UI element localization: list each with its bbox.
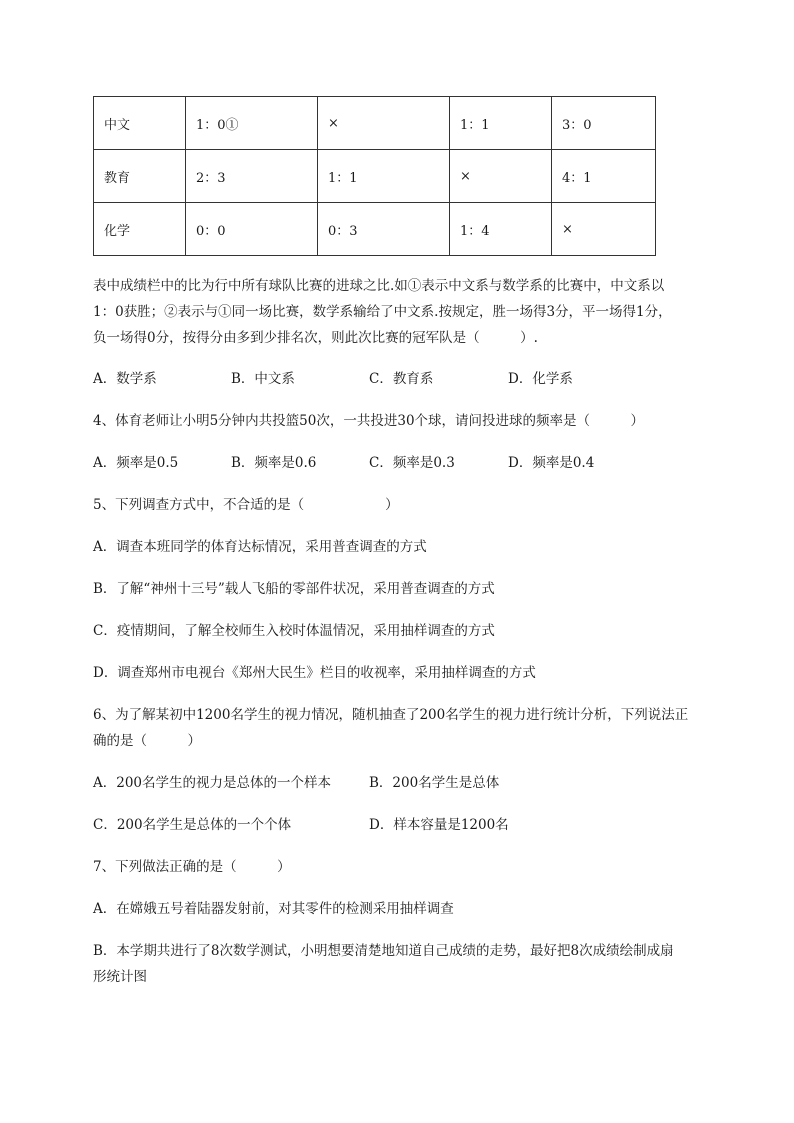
table-cell: 0：0: [186, 203, 318, 256]
table-cell: 1：0①: [186, 97, 318, 150]
table-cell: ×: [450, 150, 552, 203]
table-cell: 1：1: [318, 150, 450, 203]
question-4-option-c: C．频率是0.3: [369, 455, 455, 471]
table-cell: 化学: [94, 203, 186, 256]
table-cell: 1：1: [450, 97, 552, 150]
question-5-option-c: C．疫情期间，了解全校师生入校时体温情况，采用抽样调查的方式: [93, 623, 495, 639]
question-3-text: 表中成绩栏中的比为行中所有球队比赛的进球之比.如①表示中文系与数学系的比赛中，中文系以: [93, 278, 665, 294]
question-3-option-b: B．中文系: [231, 371, 295, 387]
question-3-option-a: A．数学系: [93, 371, 157, 387]
question-3-text: 负一场得0分，按得分由多到少排名次，则此次比赛的冠军队是（ ）.: [93, 330, 538, 346]
question-6-option-a: A．200名学生的视力是总体的一个样本: [93, 775, 332, 791]
question-5-stem: 5、下列调查方式中，不合适的是（ ）: [93, 497, 399, 513]
question-3-option-c: C．教育系: [369, 371, 434, 387]
table-cell: 中文: [94, 97, 186, 150]
table-cell: 2：3: [186, 150, 318, 203]
score-table: [93, 96, 656, 256]
question-7-option-a: A．在嫦娥五号着陆器发射前，对其零件的检测采用抽样调查: [93, 901, 454, 917]
question-3-option-d: D．化学系: [508, 371, 573, 387]
table-row: [94, 203, 656, 256]
question-4-option-a: A．频率是0.5: [93, 455, 179, 471]
question-6-option-c: C．200名学生是总体的一个个体: [93, 817, 292, 833]
question-7-option-b: B．本学期共进行了8次数学测试，小明想要清楚地知道自己成绩的走势，最好把8次成绩绘制成扇: [93, 943, 674, 959]
question-4-option-b: B．频率是0.6: [231, 455, 317, 471]
table-cell: 3：0: [552, 97, 656, 150]
table-row: [94, 97, 656, 150]
question-5-option-b: B．了解“神州十三号”载人飞船的零部件状况，采用普查调查的方式: [93, 581, 495, 597]
table-cell: 1：4: [450, 203, 552, 256]
question-6-option-b: B．200名学生是总体: [369, 775, 500, 791]
question-7-option-b: 形统计图: [93, 969, 147, 985]
table-row: [94, 150, 656, 203]
question-6-stem: 确的是（ ）: [93, 733, 201, 749]
question-5-option-d: D．调查郑州市电视台《郑州大民生》栏目的收视率，采用抽样调查的方式: [93, 665, 536, 681]
table-cell: 教育: [94, 150, 186, 203]
question-7-stem: 7、下列做法正确的是（ ）: [93, 859, 291, 875]
question-3-text: 1：0获胜；②表示与①同一场比赛，数学系输给了中文系.按规定，胜一场得3分，平一场得1分，: [93, 304, 672, 320]
table-cell: ×: [552, 203, 656, 256]
question-6-stem: 6、为了解某初中1200名学生的视力情况，随机抽查了200名学生的视力进行统计分析，下列说法正: [93, 707, 689, 723]
question-4-stem: 4、体育老师让小明5分钟内共投篮50次，一共投进30个球，请问投进球的频率是（ ）: [93, 413, 645, 429]
question-6-option-d: D．样本容量是1200名: [369, 817, 509, 833]
table-cell: ×: [318, 97, 450, 150]
question-4-option-d: D．频率是0.4: [508, 455, 595, 471]
table-cell: 4：1: [552, 150, 656, 203]
table-cell: 0：3: [318, 203, 450, 256]
question-5-option-a: A．调查本班同学的体育达标情况，采用普查调查的方式: [93, 539, 427, 555]
